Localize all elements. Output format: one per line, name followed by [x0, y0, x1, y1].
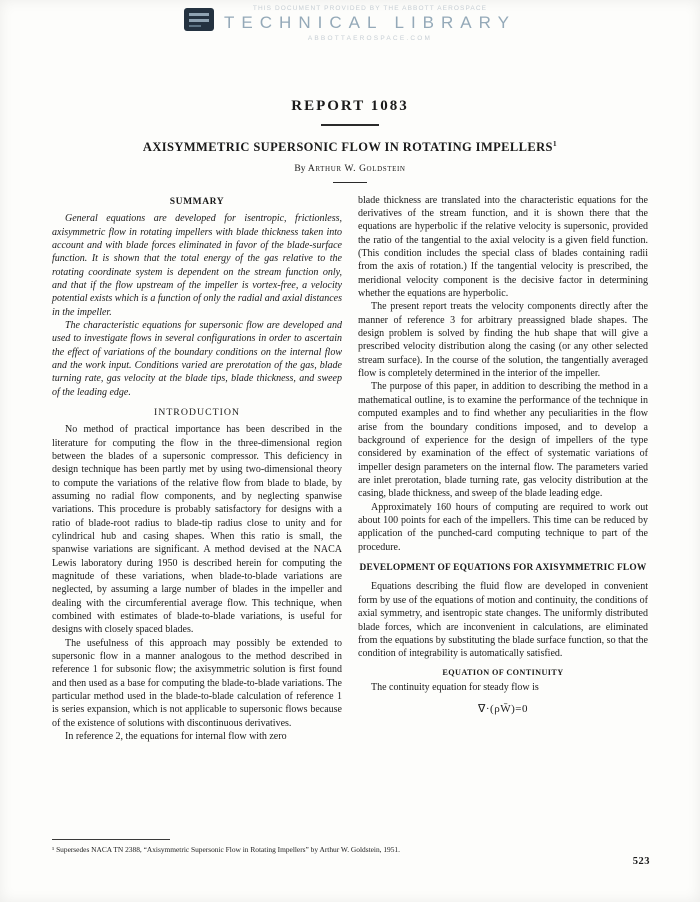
header-text [224, 5, 516, 42]
footnote-rule [52, 839, 170, 840]
paragraph: No method of practical importance has been described in the literature for computing the flow in the three-dimensional region between the blades of a supersonic compressor. This deficiency in design technique has been partly met by using two-dimensional theory to compute the variations of the relative flow from blade to blade, by assuming no radial flow components, and by neglecting spanwise variations. This procedure is probably satisfactory for designs with a ratio of blade-root radius to blade-tip radius close to unity and for cylindrical hub and casing shapes. When this ratio is small, the spanwise variations are significant. A method devised at the NACA Lewis laboratory during 1950 is described herein for computing the magnitude of these variations, when blade-to-blade variations are neglected, by assuming a large number of blades in the impeller and dealing with the circumferential average flow. This technique, when combined with estimates of blade-to-blade variations, is useful for designs with closely spaced blades. [52, 424, 342, 636]
abbott-aerospace-logo-icon [184, 8, 214, 31]
paragraph: Equations describing the fluid flow are developed in convenient form by use of the equations of motion and continuity, the conditions of axial symmetry, and isentropic state changes. The uniformly distributed blade forces, which are inconvenient in calculations, are eliminated from the equations by substituting the blade surface function, so that the condition of integrability is automatically satisfied. [358, 581, 648, 660]
summary-paragraph: The characteristic equations for supersonic flow are developed and used to investigate flows in several configurations in order to ascertain the effect of variations of the boundary conditions on the internal flow and the work input. Conditions varied are prerotation of the gas, blade turning rate, gas velocity at the blade tips, blade thickness, and sweep of the leading edge. [52, 320, 342, 398]
author-name: Arthur W. Goldstein [307, 163, 406, 174]
paper-title [52, 139, 648, 155]
paragraph: The present report treats the velocity components directly after the manner of reference 3 for arbitrary preassigned blade shapes. The design problem is solved by finding the hub shape that will give a prescribed velocity distribution along the casing (or any other selected stream surface). In the course of the solution, the tangentially averaged flow is completely determined in the interior of the impeller. [358, 301, 648, 380]
left-column [52, 194, 342, 744]
report-rule [321, 124, 379, 126]
header-watermark [184, 5, 516, 42]
development-heading: DEVELOPMENT OF EQUATIONS FOR AXISYMMETRIC FLOW [359, 562, 647, 573]
byline-rule [333, 182, 367, 183]
report-number: REPORT 1083 [291, 98, 409, 114]
paragraph: In reference 2, the equations for internal flow with zero [65, 731, 287, 743]
title-superscript: 1 [552, 138, 558, 148]
summary-paragraph: General equations are developed for isentropic, frictionless, axisymmetric flow in rotating impellers with blade thickness taken into account and with blade forces eliminated in favor of the blade-surface function. It is shown that the total energy of the gas relative to the rotating coordinate system is dependent on the stream function only, and that if the flow upstream of the impeller is vortex-free, a velocity potential exists which is a function of only the radial and axial distances in the impeller. [52, 213, 342, 318]
body-columns [52, 194, 648, 744]
byline [52, 164, 648, 174]
introduction-heading: INTRODUCTION [153, 407, 240, 419]
continuity-equation: ∇·(ρW̄)=0 [478, 702, 528, 715]
page-number: 523 [632, 856, 650, 867]
paragraph: Approximately 160 hours of computing are required to work out about 100 points for each of the impellers. This time can be reduced by application of the punched-card computing technique to part of the procedure. [358, 501, 648, 553]
provider-line: THIS DOCUMENT PROVIDED BY THE ABBOTT AEROSPACE [252, 5, 488, 12]
paper-title-text: AXISYMMETRIC SUPERSONIC FLOW IN ROTATING IMPELLERS [142, 139, 553, 154]
summary-heading: SUMMARY [169, 196, 225, 207]
right-column [358, 194, 648, 744]
library-title: TECHNICAL LIBRARY [224, 13, 516, 32]
footnote: ¹ Supersedes NACA TN 2388, “Axisymmetric Supersonic Flow in Rotating Impellers” by Arthur W. Goldstein, 1951. [52, 845, 400, 854]
paragraph: The purpose of this paper, in addition to describing the method in a mathematical outline, is to examine the performance of the technique in computed examples and to find whether any peculiarities in the flow arise from the boundary conditions imposed, and to develop a background of experience for the design of impellers of the type considered by examination of the effect of systematic variations of impeller design parameters on the internal flow. The parameters varied are inlet prerotation, blade turning rate, gas velocity distribution at the casing, blade thickness, and sweep of the blade leading edge. [358, 381, 648, 500]
paragraph-continuation: blade thickness are translated into the characteristic equations for the derivatives of the stream function, and it is shown there that the equations are hyperbolic if the relative velocity is supersonic, provided the ratio of the tangential to the axial velocity is a given field function. (This condition includes the special class of blades containing radii from the axis of rotation.) If the tangential velocity is prescribed, the meridional velocity component is the decisive factor in determining whether the equations are hyperbolic. [358, 194, 648, 300]
byline-prefix: By [294, 163, 306, 174]
continuity-heading: EQUATION OF CONTINUITY [442, 667, 564, 677]
continuity-intro: The continuity equation for steady flow is [371, 682, 539, 694]
website-line: ABBOTTAEROSPACE.COM [307, 35, 433, 42]
paragraph: The usefulness of this approach may possibly be extended to supersonic flow in a manner analogous to the method described in reference 1 for subsonic flow; the axisymmetric solution is first found and then used as a base for computing the blade-to-blade variations. The particular method used in the blade-to-blade calculation of reference 1 is series expansion, which is not applicable to supersonic flows because of the existence of solutions with discontinuous derivatives. [52, 637, 342, 729]
